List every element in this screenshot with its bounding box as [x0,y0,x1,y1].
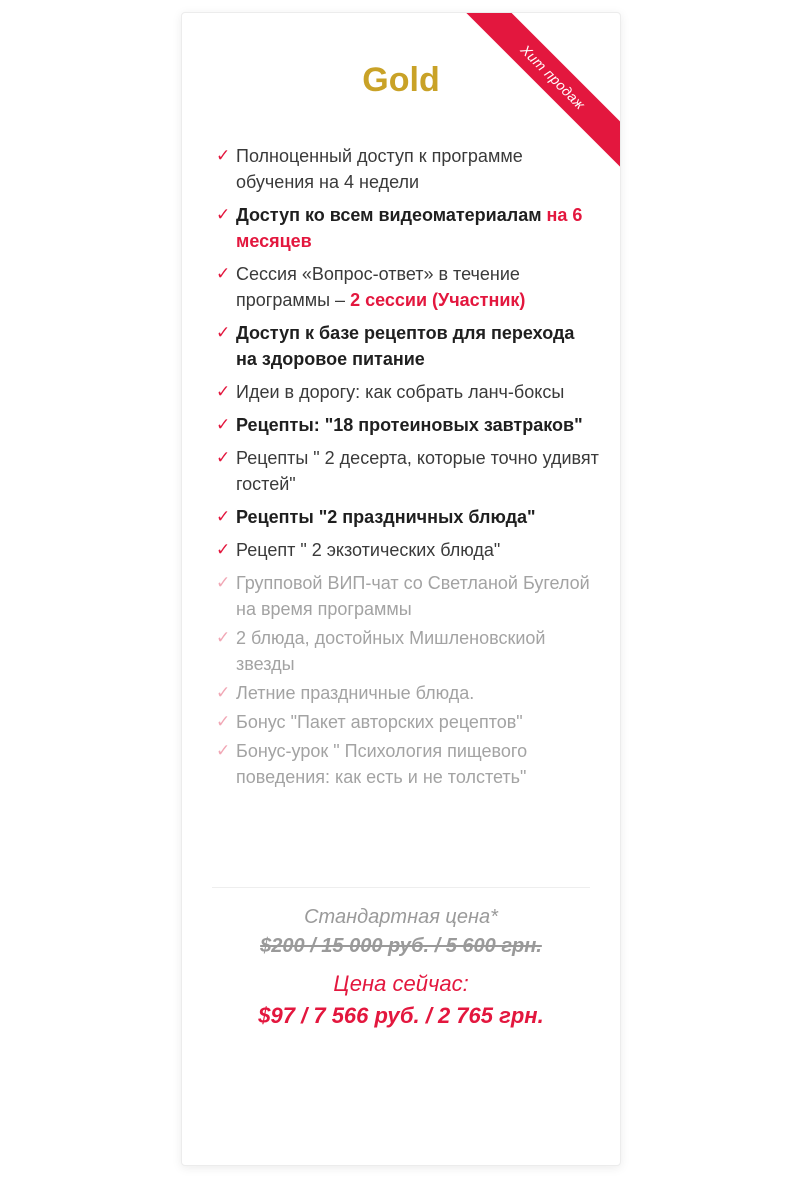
feature-item [216,320,600,372]
feature-item-unavailable [216,680,600,706]
check-icon: ✓ [216,540,231,559]
divider [212,887,590,888]
price-block [182,903,620,1033]
check-icon: ✓ [216,507,231,526]
feature-item [216,143,600,195]
feature-item-unavailable [216,625,600,677]
feature-text: Идеи в дорогу: как собрать ланч-боксы [236,382,565,402]
feature-item-unavailable [216,738,600,790]
feature-text: Сессия «Вопрос-ответ» в течение программы – [236,264,520,310]
feature-accent: на 6 месяцев [236,205,583,251]
feature-text: Полноценный доступ к программе обучения на 4 недели [236,146,523,192]
feature-item [216,537,600,563]
feature-item [216,202,600,254]
check-icon: ✓ [216,146,231,165]
check-icon: ✓ [216,712,231,731]
current-price: $97 / 7 566 руб. / 2 765 грн. [258,1003,544,1028]
standard-price-label: Стандартная цена* [304,906,498,928]
current-price-label: Цена сейчас: [333,971,469,996]
check-icon: ✓ [216,448,231,467]
feature-text: Бонус "Пакет авторских рецептов" [236,712,523,732]
feature-text: Бонус-урок " Психология пищевого поведения: как есть и не толстеть" [236,741,528,787]
feature-item [216,504,600,530]
check-icon: ✓ [216,415,231,434]
check-icon: ✓ [216,205,231,224]
ribbon-label: Хит продаж [517,41,589,113]
feature-text: Доступ к базе рецептов для перехода на здоровое питание [236,323,575,369]
feature-text: Рецепт " 2 экзотических блюда" [236,540,501,560]
check-icon: ✓ [216,628,231,647]
check-icon: ✓ [216,382,231,401]
standard-price: $200 / 15 000 руб. / 5 600 грн. [260,935,542,957]
feature-text: Доступ ко всем видеоматериалам [236,205,547,225]
feature-text: Рецепты "2 праздничных блюда" [236,507,536,527]
feature-item [216,445,600,497]
feature-text: Групповой ВИП-чат со Светланой Бугелой на время программы [236,573,590,619]
check-icon: ✓ [216,573,231,592]
feature-text: Летние праздничные блюда. [236,683,475,703]
check-icon: ✓ [216,741,231,760]
feature-text: 2 блюда, достойных Мишленовскиой звезды [236,628,546,674]
check-icon: ✓ [216,683,231,702]
pricing-card [181,12,621,1166]
feature-accent: 2 сессии (Участник) [350,290,526,310]
check-icon: ✓ [216,264,231,283]
feature-item-unavailable [216,570,600,622]
feature-item [216,412,600,438]
feature-item-unavailable [216,709,600,735]
feature-text: Рецепты " 2 десерта, которые точно удивят гостей" [236,448,599,494]
feature-list [216,143,600,793]
feature-text: Рецепты: "18 протеиновых завтраков" [236,415,583,435]
feature-item [216,261,600,313]
check-icon: ✓ [216,323,231,342]
plan-title: Gold [362,61,440,99]
feature-item [216,379,600,405]
